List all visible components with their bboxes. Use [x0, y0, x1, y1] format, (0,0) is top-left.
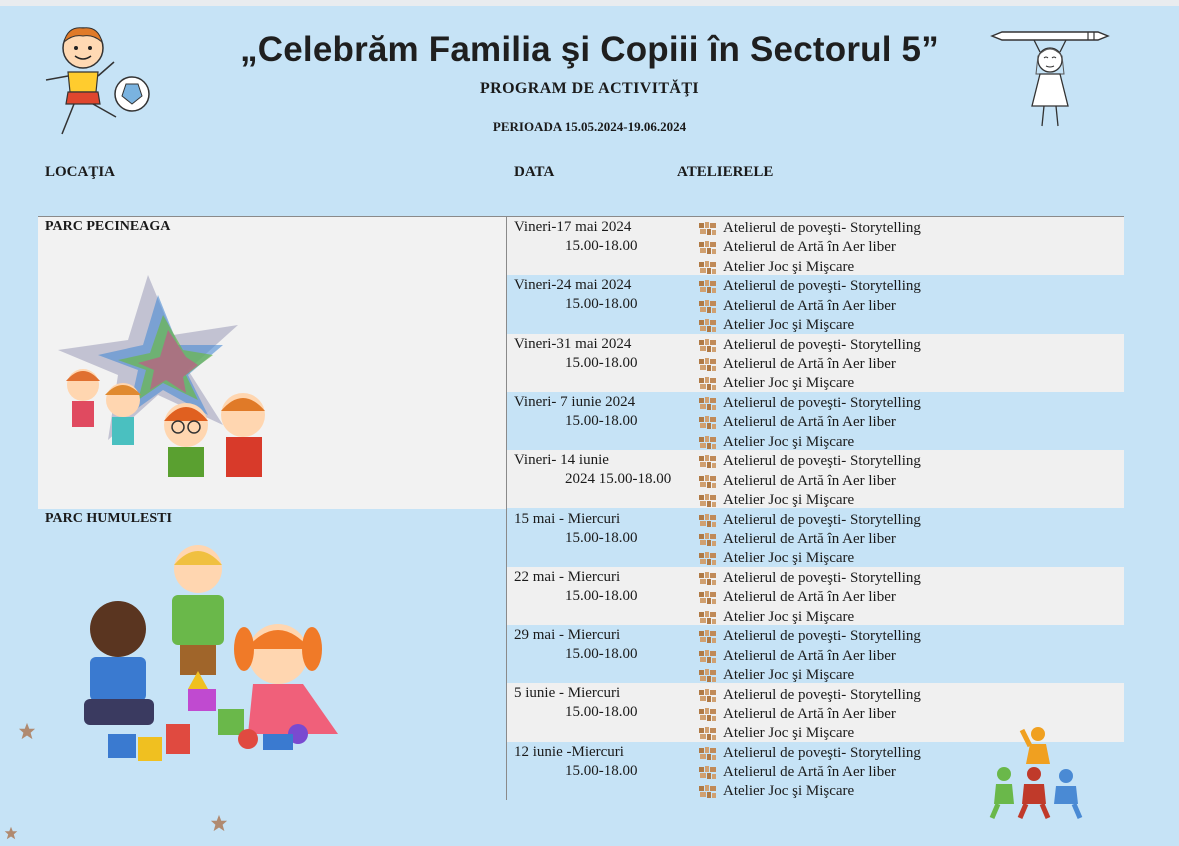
workshop-item — [699, 724, 921, 743]
workshop-label: Atelierul de poveşti- Storytelling — [723, 744, 921, 761]
row-time: 15.00-18.00 — [565, 704, 638, 721]
schedule-row — [506, 450, 1124, 508]
workshop-bullet-icon — [699, 785, 717, 798]
location-block-humulesti — [38, 509, 506, 801]
workshop-bullet-icon — [699, 339, 717, 352]
row-date: 22 mai - Miercuri — [514, 568, 621, 585]
workshop-label: Atelier Joc şi Mişcare — [723, 491, 855, 508]
workshop-item — [699, 219, 921, 238]
workshop-list — [699, 336, 921, 394]
row-time: 15.00-18.00 — [565, 354, 638, 371]
workshop-bullet-icon — [699, 552, 717, 565]
workshop-item — [699, 316, 921, 335]
date-column-divider — [506, 216, 507, 800]
location-name: PARC PECINEAGA — [45, 219, 171, 234]
workshop-bullet-icon — [699, 358, 717, 371]
workshop-label: Atelierul de Artă în Aer liber — [723, 647, 896, 664]
workshop-list — [699, 394, 921, 452]
workshop-bullet-icon — [699, 455, 717, 468]
workshop-item — [699, 685, 921, 704]
workshop-label: Atelier Joc şi Mişcare — [723, 666, 855, 683]
workshop-label: Atelierul de Artă în Aer liber — [723, 239, 896, 256]
workshop-item — [699, 491, 921, 510]
workshop-item — [699, 530, 921, 549]
workshop-bullet-icon — [699, 747, 717, 760]
workshop-bullet-icon — [699, 669, 717, 682]
column-header-date: DATA — [514, 164, 555, 180]
row-time: 2024 15.00-18.00 — [565, 471, 672, 488]
workshop-label: Atelier Joc şi Mişcare — [723, 258, 855, 275]
workshop-label: Atelier Joc şi Mişcare — [723, 783, 855, 800]
workshop-item — [699, 782, 921, 801]
workshop-bullet-icon — [699, 766, 717, 779]
workshop-bullet-icon — [699, 650, 717, 663]
workshop-label: Atelierul de poveşti- Storytelling — [723, 278, 921, 295]
workshop-label: Atelierul de Artă în Aer liber — [723, 356, 896, 373]
schedule-row — [506, 509, 1124, 567]
row-date: Vineri- 14 iunie — [514, 452, 609, 469]
workshop-item — [699, 471, 921, 490]
row-date: 15 mai - Miercuri — [514, 510, 621, 527]
workshop-bullet-icon — [699, 727, 717, 740]
workshop-item — [699, 452, 921, 471]
row-date: 29 mai - Miercuri — [514, 627, 621, 644]
workshop-bullet-icon — [699, 514, 717, 527]
workshop-label: Atelier Joc şi Mişcare — [723, 608, 855, 625]
table-top-border — [38, 216, 1124, 217]
workshop-label: Atelier Joc şi Mişcare — [723, 317, 855, 334]
workshop-item — [699, 744, 921, 763]
workshop-item — [699, 588, 921, 607]
page-subtitle: PROGRAM DE ACTIVITĂŢI — [479, 80, 700, 97]
workshop-label: Atelierul de Artă în Aer liber — [723, 764, 896, 781]
schedule-row — [506, 567, 1124, 625]
column-header-workshops: ATELIERELE — [677, 164, 774, 180]
workshop-bullet-icon — [699, 630, 717, 643]
row-date: Vineri-31 mai 2024 — [514, 335, 632, 352]
page-title: „Celebrăm Familia şi Copiii în Sectorul 5” — [240, 30, 939, 69]
workshop-bullet-icon — [699, 319, 717, 332]
row-time: 15.00-18.00 — [565, 296, 638, 313]
workshop-label: Atelierul de poveşti- Storytelling — [723, 453, 921, 470]
workshop-bullet-icon — [699, 572, 717, 585]
row-time: 15.00-18.00 — [565, 762, 638, 779]
workshop-item — [699, 277, 921, 296]
star-icon — [210, 814, 228, 832]
children-playing-clipart — [38, 265, 278, 495]
teamwork-figures-clipart — [986, 724, 1086, 822]
workshop-item — [699, 666, 921, 685]
workshop-label: Atelierul de poveşti- Storytelling — [723, 569, 921, 586]
workshop-item — [699, 569, 921, 588]
location-block-pecineaga — [38, 217, 506, 509]
schedule-row — [506, 392, 1124, 450]
star-icon — [18, 722, 36, 740]
workshop-bullet-icon — [699, 300, 717, 313]
workshop-item — [699, 336, 921, 355]
workshop-item — [699, 432, 921, 451]
schedule-row — [506, 625, 1124, 683]
workshop-label: Atelier Joc şi Mişcare — [723, 725, 855, 742]
workshop-label: Atelierul de poveşti- Storytelling — [723, 686, 921, 703]
row-date: 12 iunie -Miercuri — [514, 743, 624, 760]
workshop-item — [699, 297, 921, 316]
workshop-list — [699, 219, 921, 277]
workshop-bullet-icon — [699, 280, 717, 293]
schedule-row — [506, 334, 1124, 392]
workshop-label: Atelierul de poveşti- Storytelling — [723, 511, 921, 528]
workshop-list — [699, 277, 921, 335]
kids-with-blocks-clipart — [48, 539, 368, 779]
workshop-item — [699, 238, 921, 257]
workshop-bullet-icon — [699, 377, 717, 390]
workshop-item — [699, 355, 921, 374]
workshop-bullet-icon — [699, 494, 717, 507]
workshop-item — [699, 763, 921, 782]
row-time: 15.00-18.00 — [565, 238, 638, 254]
workshop-list — [699, 685, 921, 743]
workshop-item — [699, 511, 921, 530]
workshop-bullet-icon — [699, 416, 717, 429]
row-date: 5 iunie - Miercuri — [514, 685, 621, 702]
workshop-item — [699, 374, 921, 393]
workshop-label: Atelier Joc şi Mişcare — [723, 433, 855, 450]
row-date: Vineri- 7 iunie 2024 — [514, 393, 636, 410]
workshop-item — [699, 705, 921, 724]
row-time: 15.00-18.00 — [565, 529, 638, 546]
period-text: PERIOADA 15.05.2024-19.06.2024 — [492, 119, 687, 134]
workshop-bullet-icon — [699, 261, 717, 274]
workshop-bullet-icon — [699, 241, 717, 254]
row-time: 15.00-18.00 — [565, 587, 638, 604]
workshop-label: Atelierul de Artă în Aer liber — [723, 589, 896, 606]
workshop-label: Atelierul de Artă în Aer liber — [723, 414, 896, 431]
schedule-row — [506, 217, 1124, 275]
schedule-row — [506, 275, 1124, 333]
workshop-label: Atelierul de poveşti- Storytelling — [723, 336, 921, 353]
row-date: Vineri-24 mai 2024 — [514, 277, 632, 294]
row-date: Vineri-17 mai 2024 — [514, 219, 632, 235]
workshop-list — [699, 627, 921, 685]
top-bar — [0, 0, 1179, 6]
workshop-label: Atelierul de Artă în Aer liber — [723, 472, 896, 489]
column-header-location: LOCAŢIA — [45, 164, 116, 180]
workshop-label: Atelierul de Artă în Aer liber — [723, 530, 896, 547]
workshop-label: Atelierul de Artă în Aer liber — [723, 297, 896, 314]
workshop-bullet-icon — [699, 708, 717, 721]
star-icon — [4, 826, 18, 840]
workshop-bullet-icon — [699, 591, 717, 604]
workshop-item — [699, 646, 921, 665]
workshop-bullet-icon — [699, 611, 717, 624]
workshop-bullet-icon — [699, 475, 717, 488]
workshop-bullet-icon — [699, 689, 717, 702]
row-time: 15.00-18.00 — [565, 646, 638, 663]
workshop-item — [699, 549, 921, 568]
workshop-list — [699, 744, 921, 802]
location-name: PARC HUMULESTI — [45, 511, 172, 526]
workshop-item — [699, 413, 921, 432]
workshop-bullet-icon — [699, 397, 717, 410]
workshop-list — [699, 511, 921, 569]
workshop-item — [699, 607, 921, 626]
workshop-item — [699, 394, 921, 413]
workshop-label: Atelierul de poveşti- Storytelling — [723, 220, 921, 237]
row-time: 15.00-18.00 — [565, 412, 638, 429]
workshop-label: Atelier Joc şi Mişcare — [723, 375, 855, 392]
workshop-label: Atelierul de Artă în Aer liber — [723, 705, 896, 722]
workshop-label: Atelier Joc şi Mişcare — [723, 550, 855, 567]
workshop-list — [699, 452, 921, 510]
workshop-label: Atelierul de poveşti- Storytelling — [723, 628, 921, 645]
workshop-bullet-icon — [699, 222, 717, 235]
workshop-item — [699, 258, 921, 277]
workshop-item — [699, 627, 921, 646]
workshop-bullet-icon — [699, 533, 717, 546]
workshop-bullet-icon — [699, 436, 717, 449]
workshop-label: Atelierul de poveşti- Storytelling — [723, 395, 921, 412]
workshop-list — [699, 569, 921, 627]
